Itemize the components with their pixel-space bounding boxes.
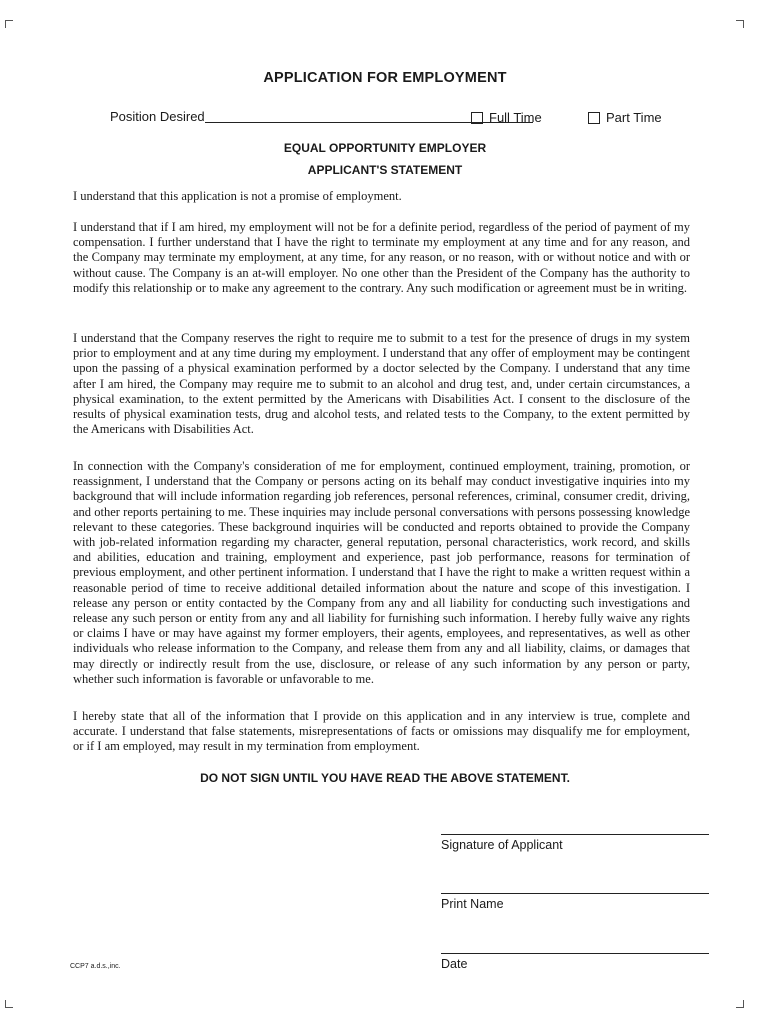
- part-time-option[interactable]: [588, 110, 662, 125]
- statement-paragraph-2: I understand that if I am hired, my employment will not be for a definite period, regardless of the period of payment of my compensation. I further understand that I have the right to terminate my employment at any time and for any reason, and the Company may terminate my employment, at any time, for any reason, or no reason, with or without notice and with or without cause. The Company is an at-will employer. No one other than the President of the Company has the authority to modify this relationship or to make any agreement to the contrary. Any such modification or agreement must be in writing.: [73, 220, 690, 295]
- form-code: CCP7 a.d.s.,inc.: [70, 963, 121, 970]
- crop-mark-bottom-right: [736, 1000, 744, 1008]
- part-time-checkbox[interactable]: [588, 112, 600, 124]
- crop-mark-top-right: [736, 20, 744, 28]
- applicant-statement-heading: APPLICANT'S STATEMENT: [307, 163, 463, 177]
- page-title: APPLICATION FOR EMPLOYMENT: [263, 70, 507, 86]
- signing-warning: DO NOT SIGN UNTIL YOU HAVE READ THE ABOVE STATEMENT.: [200, 771, 570, 785]
- full-time-checkbox[interactable]: [471, 112, 483, 124]
- full-time-label: Full Time: [489, 110, 542, 125]
- statement-paragraph-3: I understand that the Company reserves the right to require me to submit to a test for the presence of drugs in my system prior to employment and at any time during my employment. I understand that any offer of employment may be contingent upon the passing of a physical examination performed by a doctor selected by the Company. I understand that any time after I am hired, the Company may require me to submit to an alcohol and drug test, and, under certain circumstances, a physical examination, to the extent permitted by the Americans with Disabilities Act. I consent to the disclosure of the results of physical examination tests, drug and alcohol tests, and related tests to the Company, to the extent permitted by the Americans with Disabilities Act.: [73, 331, 690, 437]
- position-desired-row: [110, 109, 670, 127]
- crop-mark-bottom-left: [5, 1000, 13, 1008]
- statement-paragraph-1: I understand that this application is not a promise of employment.: [73, 189, 402, 203]
- full-time-option[interactable]: [471, 110, 542, 125]
- date-label: Date: [441, 957, 468, 971]
- position-desired-label: Position Desired: [110, 109, 205, 124]
- equal-opportunity-heading: EQUAL OPPORTUNITY EMPLOYER: [283, 141, 487, 155]
- signature-line[interactable]: [441, 834, 709, 835]
- part-time-label: Part Time: [606, 110, 662, 125]
- date-line[interactable]: [441, 953, 709, 954]
- statement-paragraph-5: I hereby state that all of the information that I provide on this application and in any interview is true, complete and accurate. I understand that false statements, misrepresentations of facts or omissions may disqualify me for employment, or if I am employed, may result in my termination from employment.: [73, 709, 690, 754]
- print-name-line[interactable]: [441, 893, 709, 894]
- signature-label: Signature of Applicant: [441, 838, 563, 852]
- crop-mark-top-left: [5, 20, 13, 28]
- statement-paragraph-4: In connection with the Company's consideration of me for employment, continued employment, training, promotion, or reassignment, I understand that the Company or persons acting on its behalf may conduct investigative inquiries into my background that will include information regarding job references, personal references, criminal, consumer credit, driving, and other reports pertaining to me. These inquiries may include personal conversations with persons possessing knowledge relevant to these categories. These background inquiries will be conducted and reports obtained to provide the Company with job-related information regarding my character, general reputation, personal characteristics, work record, and skills and abilities, education and training, employment and experience, past job performance, reasons for termination of previous employment, and other pertinent information. I understand that I have the right to make a written request within a reasonable period of time to receive additional detailed information about the nature and scope of this investigation. I release any person or entity contacted by the Company from any and all liability for conducting such investigations and release any such person or entity from any and all liability for furnishing such information. I hereby fully waive any rights or claims I have or may have against my former employers, their agents, employees, and representatives, as well as other individuals who release information to the Company, and release them from any and all liability, claims, or damages that may directly or indirectly result from the use, disclosure, or release of any such information by any person or party, whether such information is favorable or unfavorable to me.: [73, 459, 690, 686]
- print-name-label: Print Name: [441, 897, 504, 911]
